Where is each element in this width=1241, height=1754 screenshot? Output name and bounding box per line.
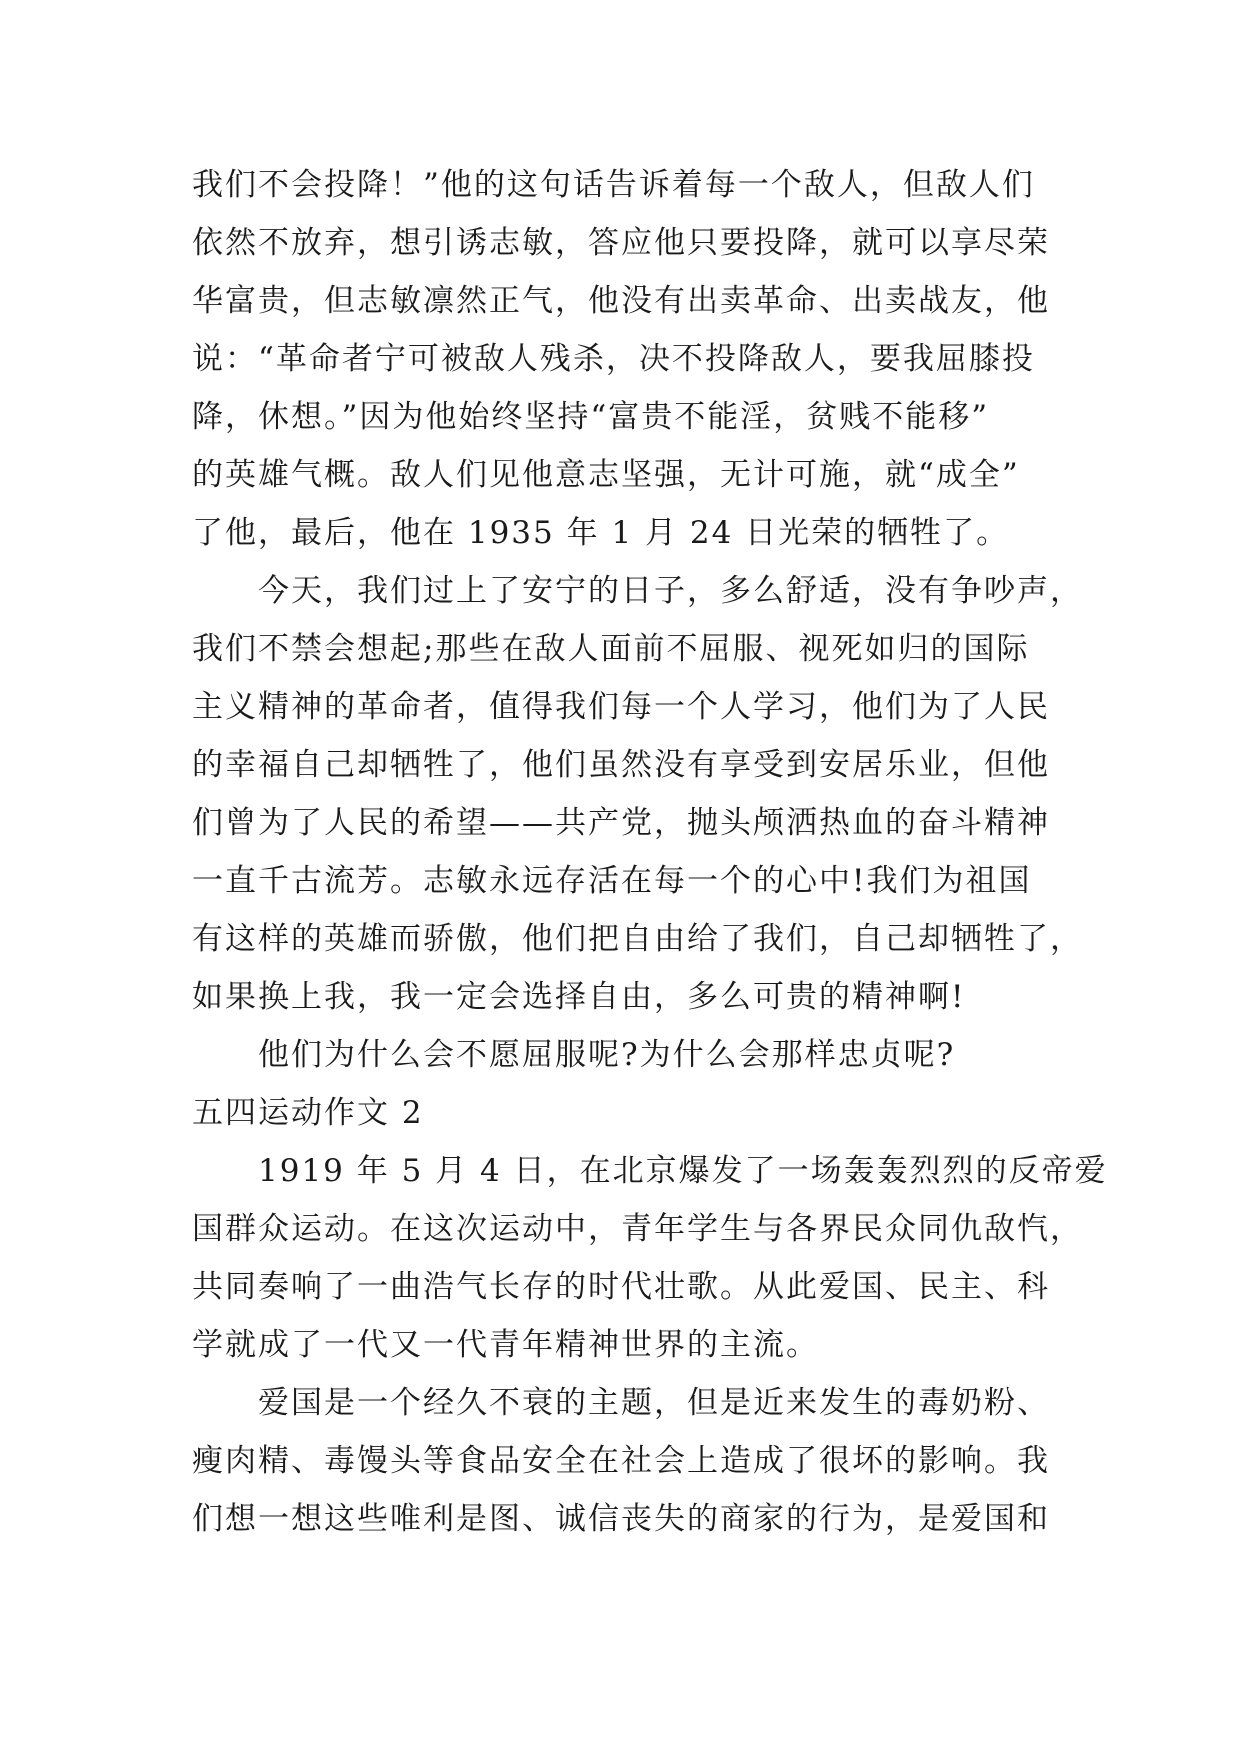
text-line: 瘦肉精、毒馒头等食品安全在社会上造成了很坏的影响。我	[192, 1443, 1050, 1479]
text-line: 共同奏响了一曲浩气长存的时代壮歌。从此爱国、民主、科	[192, 1269, 1050, 1305]
text-line: 了他，最后，他在 1935 年 1 月 24 日光荣的牺牲了。	[192, 515, 1010, 551]
section-heading: 五四运动作文 2	[192, 1095, 424, 1131]
text-line: 1919 年 5 月 4 日，在北京爆发了一场轰轰烈烈的反帝爱	[192, 1153, 1108, 1189]
text-line: 国群众运动。在这次运动中，青年学生与各界民众同仇敌忾，	[192, 1211, 1083, 1247]
text-line: 们想一想这些唯利是图、诚信丧失的商家的行为，是爱国和	[192, 1501, 1050, 1537]
text-line: 我们不禁会想起;那些在敌人面前不屈服、视死如归的国际	[192, 631, 1030, 667]
document-body	[192, 156, 1108, 1548]
text-line: 如果换上我，我一定会选择自由，多么可贵的精神啊!	[192, 979, 966, 1015]
text-line: 今天，我们过上了安宁的日子，多么舒适，没有争吵声，	[192, 573, 1083, 609]
text-line: 的英雄气概。敌人们见他意志坚强，无计可施，就“成全”	[192, 457, 1020, 493]
text-line: 有这样的英雄而骄傲，他们把自由给了我们，自己却牺牲了，	[192, 921, 1083, 957]
text-line: 华富贵，但志敏凛然正气，他没有出卖革命、出卖战友，他	[192, 283, 1050, 319]
text-line: 的幸福自己却牺牲了，他们虽然没有享受到安居乐业，但他	[192, 747, 1050, 783]
text-line: 们曾为了人民的希望——共产党，抛头颅洒热血的奋斗精神	[192, 805, 1050, 841]
text-line: 降，休想。”因为他始终坚持“富贵不能淫，贫贱不能移”	[192, 399, 990, 435]
text-line: 说：“革命者宁可被敌人残杀，决不投降敌人，要我屈膝投	[192, 341, 1035, 377]
text-line: 依然不放弃，想引诱志敏，答应他只要投降，就可以享尽荣	[192, 225, 1050, 261]
text-line: 一直千古流芳。志敏永远存活在每一个的心中!我们为祖国	[192, 863, 1032, 899]
text-line: 爱国是一个经久不衰的主题，但是近来发生的毒奶粉、	[192, 1385, 1050, 1421]
text-line: 他们为什么会不愿屈服呢?为什么会那样忠贞呢?	[192, 1037, 956, 1073]
text-line: 主义精神的革命者，值得我们每一个人学习，他们为了人民	[192, 689, 1050, 725]
text-line: 学就成了一代又一代青年精神世界的主流。	[192, 1327, 819, 1363]
text-line: 我们不会投降！”他的这句话告诉着每一个敌人，但敌人们	[192, 167, 1035, 203]
